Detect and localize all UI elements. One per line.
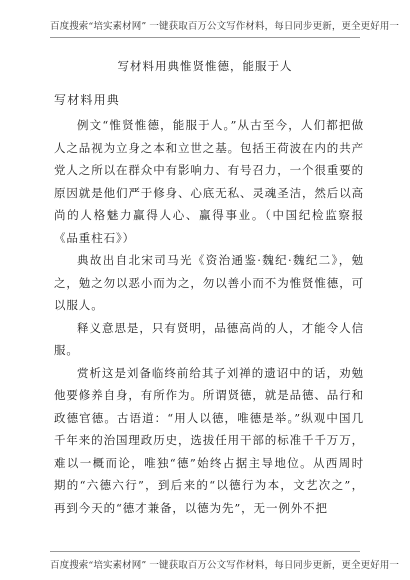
footer-banner: 百度搜索“培实素材网” 一键获取百万公文写作材料，每日同步更新，更全更好用一 bbox=[50, 551, 360, 571]
paragraph-example: 例文“惟贤惟德，能服于人。”从古至今，人们都把做人之品视为立身之本和立世之基。包括王荷波在内的共产党人之所以在群众中有影响力、有号召力，一个很重要的原因就是他们严于修身、心底无私、灵魂圣洁，然后以高尚的人格魅力赢得人心、赢得事业。（中国纪检监察报《品重柱石》） bbox=[54, 118, 364, 245]
header-banner: 百度搜索“培实素材网” 一键获取百万公文写作材料，每日同步更新，更全更好用一 bbox=[50, 18, 360, 38]
paragraph-source: 典故出自北宋司马光《资治通鉴·魏纪·魏纪二》，勉之，勉之勿以恶小而为之，勿以善小而不为惟贤惟德，可以服人。 bbox=[54, 253, 364, 312]
document-body bbox=[54, 114, 364, 519]
paragraph-meaning: 释义意思是，只有贤明，品德高尚的人，才能令人信服。 bbox=[54, 320, 364, 357]
paragraph-analysis: 赏析这是刘备临终前给其子刘禅的遗诏中的话，劝勉他要修养自身，有所作为。所谓贤德，就是品德、品行和政德官德。古语道：“用人以德，唯德是举。”纵观中国几千年来的治国理政历史，选拔任用干部的标准千千万万，难以一概而论，唯独“德”始终占据主导地位。从西周时期的“六德六行”，到后来的“以德行为本，文艺次之”，再到今天的“德才兼备，以德为先”，无一例外不把 bbox=[54, 365, 364, 515]
document-title: 写材料用典惟贤惟德，能服于人 bbox=[117, 59, 293, 73]
section-heading: 写材料用典 bbox=[54, 93, 121, 107]
